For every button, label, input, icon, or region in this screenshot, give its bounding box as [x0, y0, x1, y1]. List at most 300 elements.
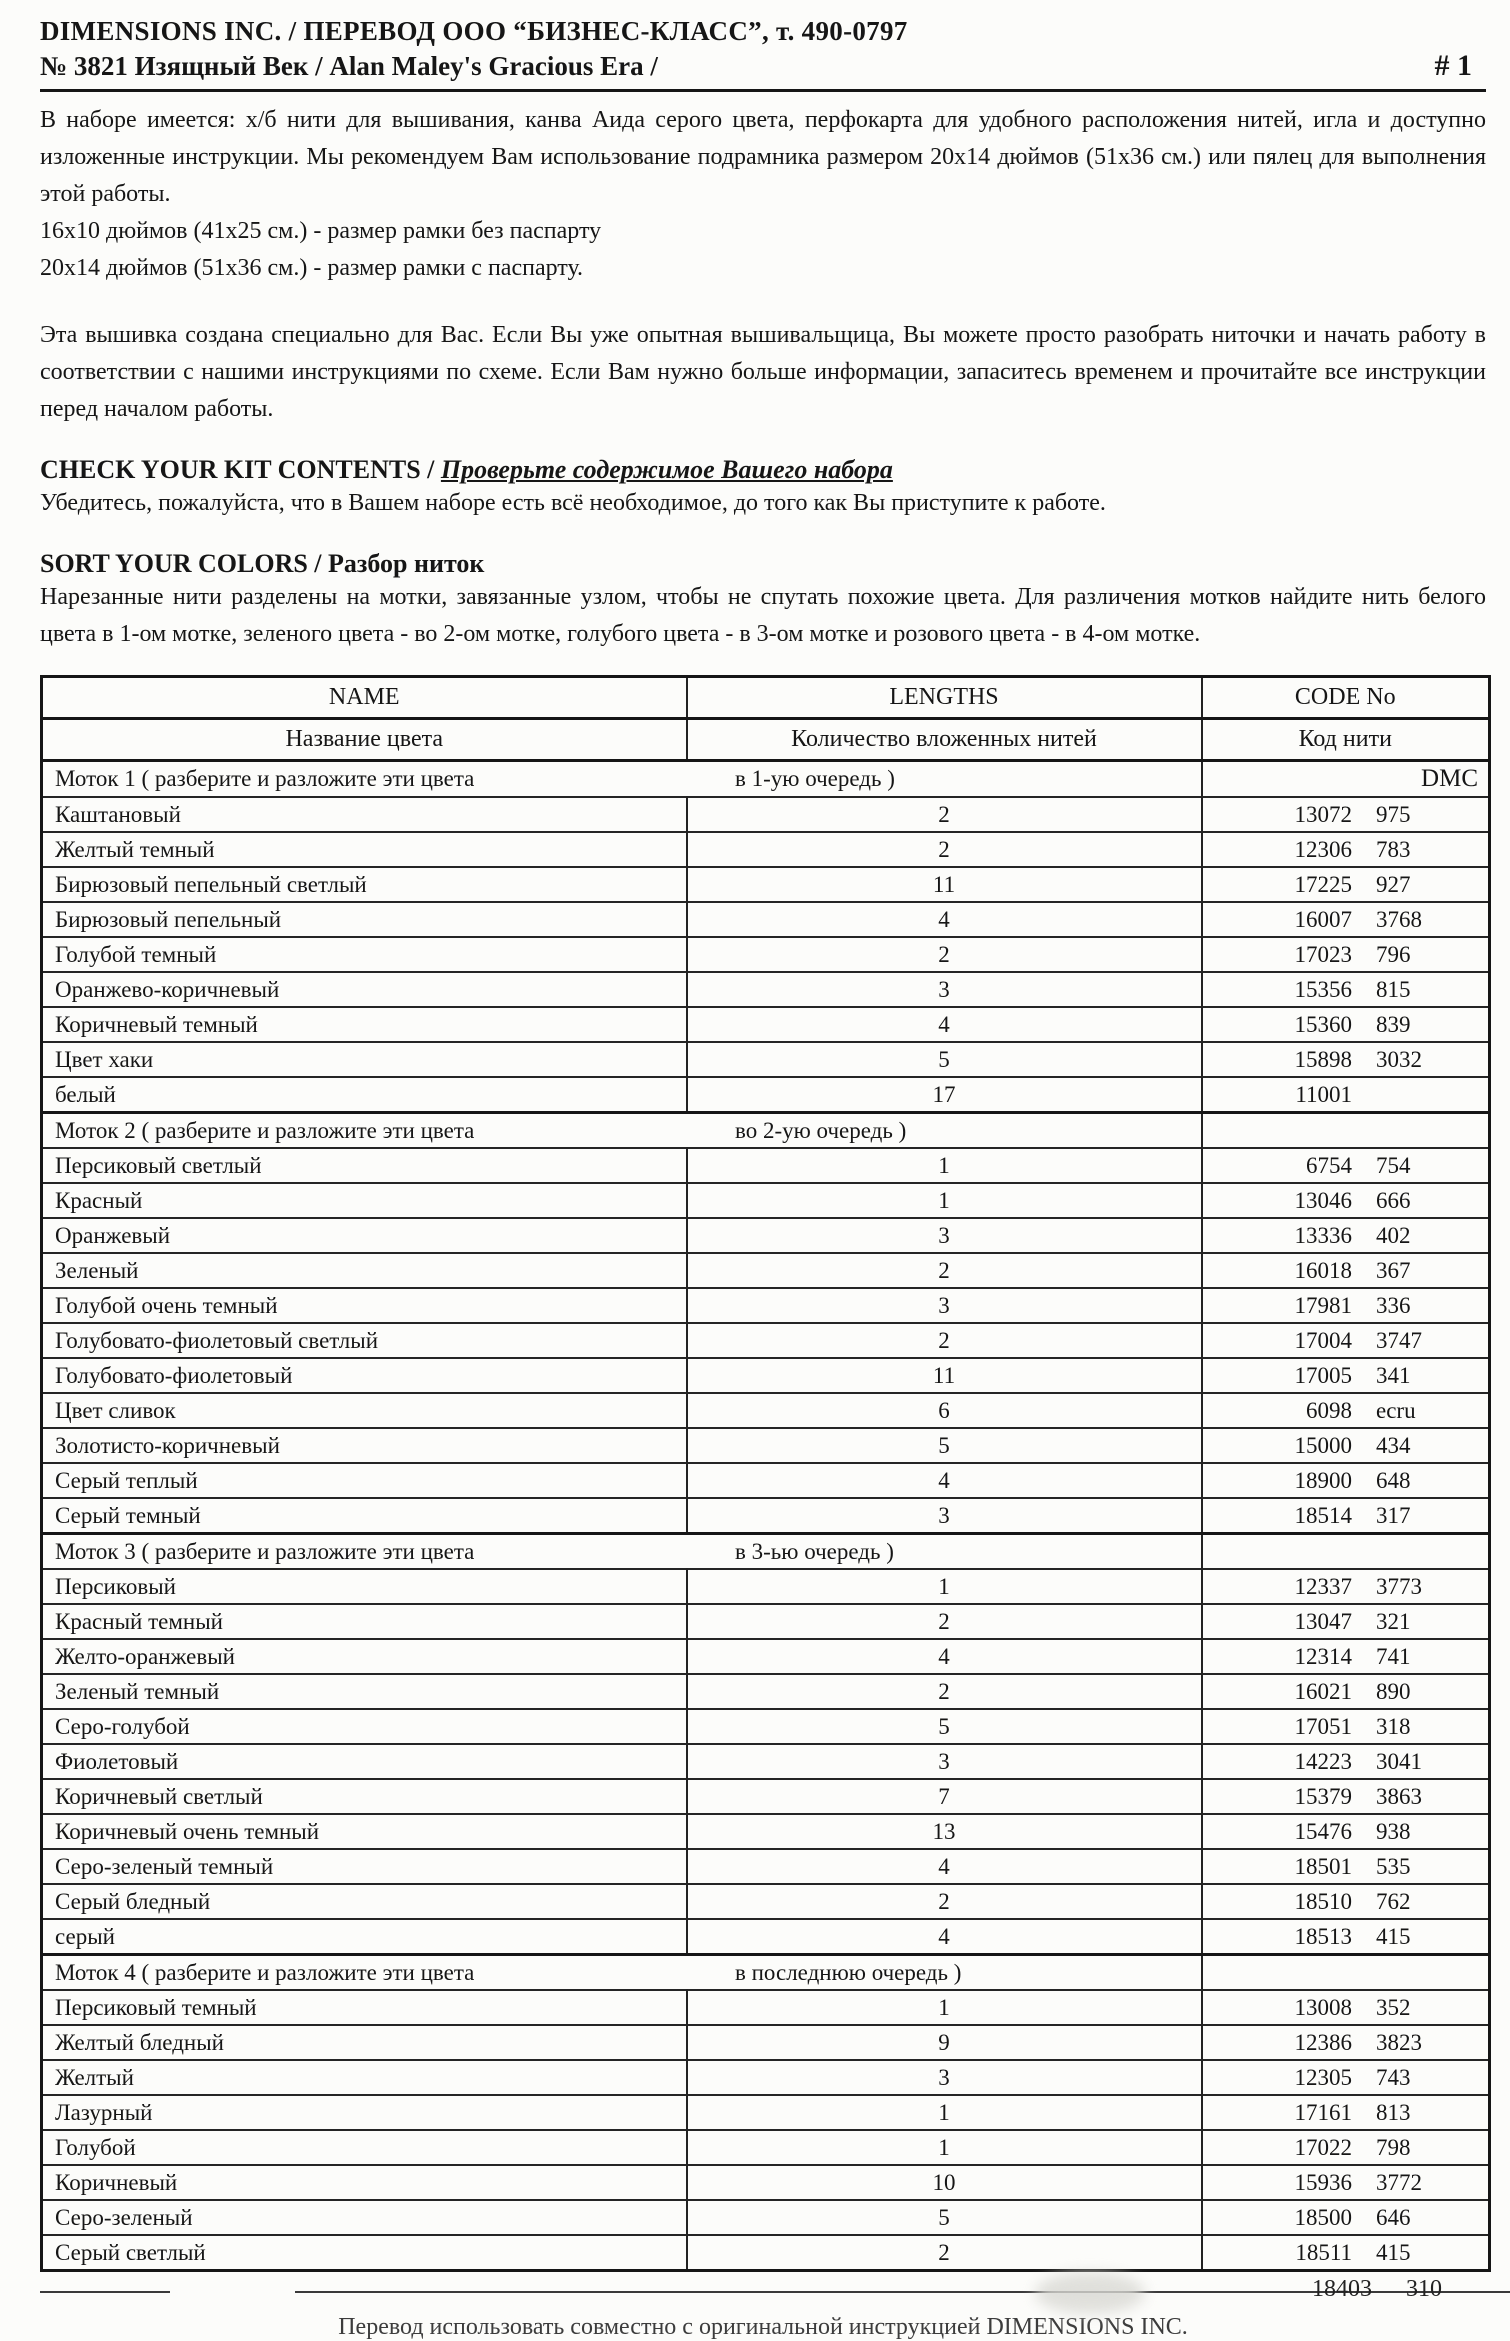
color-name: Желтый темный: [55, 836, 215, 862]
dmc-code: 666: [1376, 1187, 1411, 1213]
skein-section-cell: [42, 1955, 1202, 1991]
lengths-value: 1: [687, 1569, 1202, 1604]
dmc-code: 813: [1376, 2099, 1411, 2125]
code-pair: [1207, 1854, 1485, 1880]
kit-code: 16007: [1294, 906, 1352, 932]
code-cell: [1202, 1077, 1490, 1113]
lengths-value: 1: [687, 2095, 1202, 2130]
code-pair: [1207, 1574, 1485, 1600]
code-cell: [1202, 1709, 1490, 1744]
table-row: [42, 1218, 1490, 1253]
code-pair: [1207, 1995, 1485, 2021]
sort-colors-heading: [40, 548, 1486, 579]
table-row: [42, 1709, 1490, 1744]
code-pair: [1207, 977, 1485, 1003]
dmc-code: 321: [1376, 1608, 1411, 1634]
code-cell: [1202, 2060, 1490, 2095]
colors-table-body: [42, 761, 1490, 2271]
dmc-code: 318: [1376, 1713, 1411, 1739]
skein-section-cell: [42, 1113, 1202, 1149]
table-row: [42, 1779, 1490, 1814]
skein-section-cell: [42, 761, 1202, 798]
code-cell: [1202, 2200, 1490, 2235]
kit-code: 15000: [1294, 1432, 1352, 1458]
kit-code: 15360: [1294, 1011, 1352, 1037]
code-pair: [1207, 1784, 1485, 1810]
lengths-value: 2: [687, 797, 1202, 832]
sort-colors-paragraph: Нарезанные нити разделены на мотки, завязанные узлом, чтобы не спутать похожие цвета. Для различения мотков найдите нить белого цвета в 1-ом мотке, зеленого цвета - во 2-ом мотке, голубого цвета - в 3-ом мотке и розового цвета - в 4-ом мотке.: [40, 584, 1486, 647]
kit-code: 15898: [1294, 1046, 1352, 1072]
table-row: [42, 1358, 1490, 1393]
colors-table-head: [42, 677, 1490, 761]
extra-code-values: [1312, 2276, 1442, 2303]
code-cell: [1202, 1884, 1490, 1919]
lengths-value: 7: [687, 1779, 1202, 1814]
kit-code: 15356: [1294, 976, 1352, 1002]
dmc-code: 317: [1376, 1502, 1411, 1528]
table-row: [42, 2130, 1490, 2165]
table-row: [42, 1042, 1490, 1077]
document-header: [40, 14, 1486, 92]
table-row: [42, 1498, 1490, 1534]
color-name: Оранжевый: [55, 1222, 171, 1248]
code-cell: [1202, 2235, 1490, 2271]
kit-code: 16021: [1294, 1678, 1352, 1704]
code-cell: [1202, 1428, 1490, 1463]
dmc-code: 938: [1376, 1818, 1411, 1844]
code-pair: [1207, 837, 1485, 863]
code-cell: [1202, 867, 1490, 902]
lengths-value: 3: [687, 2060, 1202, 2095]
lengths-value: 10: [687, 2165, 1202, 2200]
dmc-code: 3747: [1376, 1327, 1422, 1353]
lengths-value: 3: [687, 1744, 1202, 1779]
table-row: [42, 1393, 1490, 1428]
kit-code: 18900: [1294, 1467, 1352, 1493]
kit-code: 6098: [1306, 1397, 1352, 1423]
table-row: [42, 1007, 1490, 1042]
dmc-code: 648: [1376, 1467, 1411, 1493]
color-name: Голубовато-фиолетовый: [55, 1362, 293, 1388]
table-row: [42, 2095, 1490, 2130]
code-cell: [1202, 1919, 1490, 1955]
skein-section-cell: [42, 1534, 1202, 1570]
code-pair: [1207, 942, 1485, 968]
lengths-value: 3: [687, 1498, 1202, 1534]
color-name: Персиковый темный: [55, 1994, 257, 2020]
dmc-code: 535: [1376, 1853, 1411, 1879]
dmc-code: [1376, 1082, 1484, 1108]
kit-code: 17225: [1294, 871, 1352, 897]
table-row: [42, 2165, 1490, 2200]
dmc-code: 646: [1376, 2204, 1411, 2230]
sort-colors-heading-en: SORT YOUR COLORS /: [40, 549, 322, 578]
code-cell: [1202, 1604, 1490, 1639]
skein-section-row: [42, 1534, 1490, 1570]
color-name: Цвет хаки: [55, 1046, 154, 1072]
color-name: Серый светлый: [55, 2239, 206, 2265]
kit-code: 13008: [1294, 1994, 1352, 2020]
kit-code: 15379: [1294, 1783, 1352, 1809]
table-row: [42, 797, 1490, 832]
check-kit-heading-ru: Проверьте содержимое Вашего набора: [440, 455, 893, 484]
color-name: Желтый: [55, 2064, 134, 2090]
skein-section-row: [42, 1113, 1490, 1149]
table-row: [42, 1253, 1490, 1288]
dmc-code: 927: [1376, 871, 1411, 897]
color-name: Серо-зеленый: [55, 2204, 193, 2230]
lengths-value: 4: [687, 1849, 1202, 1884]
table-row: [42, 1183, 1490, 1218]
kit-code: 12305: [1294, 2064, 1352, 2090]
colors-table: [40, 675, 1491, 2272]
dmc-code: 743: [1376, 2064, 1411, 2090]
code-pair: [1207, 2170, 1485, 2196]
col-header-lengths: LENGTHS: [687, 677, 1202, 719]
table-row: [42, 1744, 1490, 1779]
code-pair: [1207, 1503, 1485, 1529]
dmc-code: 3041: [1376, 1748, 1422, 1774]
extra-kit-code: 18403: [1312, 2276, 1372, 2302]
lengths-value: 4: [687, 902, 1202, 937]
dmc-code: 341: [1376, 1362, 1411, 1388]
dmc-code: 415: [1376, 1923, 1411, 1949]
color-name: Персиковый: [55, 1573, 176, 1599]
color-name: Серо-зеленый темный: [55, 1853, 274, 1879]
dmc-code: 3032: [1376, 1046, 1422, 1072]
lengths-value: 4: [687, 1463, 1202, 1498]
extra-dmc-code: 310: [1406, 2276, 1442, 2302]
dmc-code: 434: [1376, 1432, 1411, 1458]
lengths-value: 5: [687, 2200, 1202, 2235]
color-name: Бирюзовый пепельный светлый: [55, 871, 367, 897]
code-pair: [1207, 2205, 1485, 2231]
code-cell: [1202, 1253, 1490, 1288]
lengths-value: 11: [687, 1358, 1202, 1393]
col-header-name-ru: Название цвета: [42, 719, 687, 761]
lengths-value: 9: [687, 2025, 1202, 2060]
code-pair: [1207, 2135, 1485, 2161]
table-row: [42, 1849, 1490, 1884]
table-row: [42, 1604, 1490, 1639]
check-kit-heading: [40, 454, 1486, 485]
color-name: Зеленый темный: [55, 1678, 220, 1704]
table-row: [42, 1463, 1490, 1498]
code-cell: [1202, 1990, 1490, 2025]
code-cell: [1202, 2165, 1490, 2200]
kit-code: 13046: [1294, 1187, 1352, 1213]
code-pair: [1207, 1468, 1485, 1494]
lengths-value: 4: [687, 1639, 1202, 1674]
skein-queue-label: в последнюю очередь ): [735, 1959, 962, 1985]
color-name: Коричневый очень темный: [55, 1818, 320, 1844]
skein-queue-label: во 2-ую очередь ): [735, 1117, 907, 1143]
lengths-value: 4: [687, 1007, 1202, 1042]
kit-code: 15476: [1294, 1818, 1352, 1844]
code-pair: [1207, 1047, 1485, 1073]
kit-contents-paragraph: В наборе имеется: х/б нити для вышивания, канва Аида серого цвета, перфокарта для удобного расположения нитей, игла и доступно изложенные инструкции. Мы рекомендуем Вам использование подрамника размером 20х14 дюймов (51х36 см.) или пялец для выполнения этой работы.: [40, 107, 1486, 207]
kit-code: 17023: [1294, 941, 1352, 967]
kit-code: 13336: [1294, 1222, 1352, 1248]
kit-code: 17022: [1294, 2134, 1352, 2160]
code-cell: [1202, 1814, 1490, 1849]
code-cell: [1202, 1323, 1490, 1358]
kit-code: 6754: [1306, 1152, 1352, 1178]
kit-code: 17051: [1294, 1713, 1352, 1739]
code-pair: [1207, 1644, 1485, 1670]
kit-code: 18514: [1294, 1502, 1352, 1528]
kit-code: 13072: [1294, 801, 1352, 827]
code-cell: [1202, 1218, 1490, 1253]
color-name: белый: [55, 1081, 116, 1107]
code-pair: [1207, 1363, 1485, 1389]
color-name: Цвет сливок: [55, 1397, 176, 1423]
code-cell: [1202, 902, 1490, 937]
code-cell: [1202, 1744, 1490, 1779]
kit-code: 17005: [1294, 1362, 1352, 1388]
table-row: [42, 1569, 1490, 1604]
code-cell: [1202, 1042, 1490, 1077]
lengths-value: 2: [687, 1674, 1202, 1709]
code-pair: [1207, 1924, 1485, 1950]
code-pair: [1207, 1293, 1485, 1319]
color-name: Голубовато-фиолетовый светлый: [55, 1327, 378, 1353]
dmc-code: 796: [1376, 941, 1411, 967]
publisher-line: DIMENSIONS INC. / ПЕРЕВОД ООО “БИЗНЕС-КЛАСС”, т. 490-0797: [40, 16, 908, 46]
code-cell: [1202, 1779, 1490, 1814]
code-cell: [1202, 1569, 1490, 1604]
code-cell: [1202, 2130, 1490, 2165]
code-cell: [1202, 1288, 1490, 1323]
dmc-code: 352: [1376, 1994, 1411, 2020]
dmc-code: 890: [1376, 1678, 1411, 1704]
code-cell: [1202, 1463, 1490, 1498]
table-row: [42, 2025, 1490, 2060]
table-row: [42, 2235, 1490, 2271]
lengths-value: 11: [687, 867, 1202, 902]
code-pair: [1207, 2240, 1485, 2266]
code-pair: [1207, 1012, 1485, 1038]
dmc-column-label: [1202, 1113, 1490, 1149]
code-cell: [1202, 1849, 1490, 1884]
color-name: серый: [55, 1923, 115, 1949]
dmc-column-label: DMC: [1202, 761, 1490, 798]
code-cell: [1202, 1007, 1490, 1042]
code-pair: [1207, 1889, 1485, 1915]
kit-code: 14223: [1294, 1748, 1352, 1774]
color-name: Красный: [55, 1187, 143, 1213]
code-pair: [1207, 2100, 1485, 2126]
color-name: Коричневый: [55, 2169, 178, 2195]
scan-artifact: [1035, 2272, 1145, 2314]
color-name: Коричневый светлый: [55, 1783, 263, 1809]
kit-code: 15936: [1294, 2169, 1352, 2195]
dmc-code: 3772: [1376, 2169, 1422, 2195]
lengths-value: 13: [687, 1814, 1202, 1849]
table-row: [42, 1814, 1490, 1849]
table-row: [42, 1323, 1490, 1358]
lengths-value: 17: [687, 1077, 1202, 1113]
skein-section-label: Моток 2 ( разберите и разложите эти цвета: [55, 1117, 475, 1143]
check-kit-heading-en: CHECK YOUR KIT CONTENTS /: [40, 455, 435, 484]
code-cell: [1202, 937, 1490, 972]
code-pair: [1207, 872, 1485, 898]
dmc-code: 3823: [1376, 2029, 1422, 2055]
kit-code: 17981: [1294, 1292, 1352, 1318]
code-pair: [1207, 907, 1485, 933]
frame-size-without-mat: 16х10 дюймов (41х25 см.) - размер рамки без паспарту: [40, 218, 602, 244]
code-pair: [1207, 1153, 1485, 1179]
dmc-code: 762: [1376, 1888, 1411, 1914]
code-pair: [1207, 1433, 1485, 1459]
code-pair: [1207, 1609, 1485, 1635]
table-row: [42, 972, 1490, 1007]
color-name: Золотисто-коричневый: [55, 1432, 280, 1458]
kit-code: 18500: [1294, 2204, 1352, 2230]
dmc-code: 367: [1376, 1257, 1411, 1283]
lengths-value: 2: [687, 2235, 1202, 2271]
code-pair: [1207, 1714, 1485, 1740]
frame-size-with-mat: 20х14 дюймов (51х36 см.) - размер рамки с паспарту.: [40, 255, 584, 281]
table-row: [42, 832, 1490, 867]
kit-code: 13047: [1294, 1608, 1352, 1634]
color-name: Фиолетовый: [55, 1748, 179, 1774]
table-row: [42, 1428, 1490, 1463]
code-pair: [1207, 1223, 1485, 1249]
dmc-code: 783: [1376, 836, 1411, 862]
color-name: Серо-голубой: [55, 1713, 190, 1739]
color-name: Лазурный: [55, 2099, 153, 2125]
code-cell: [1202, 2095, 1490, 2130]
lengths-value: 2: [687, 1253, 1202, 1288]
col-header-code-ru: Код нити: [1202, 719, 1490, 761]
kit-code: 12314: [1294, 1643, 1352, 1669]
table-row: [42, 937, 1490, 972]
lengths-value: 3: [687, 1288, 1202, 1323]
color-name: Оранжево-коричневый: [55, 976, 280, 1002]
color-name: Голубой очень темный: [55, 1292, 278, 1318]
skein-section-label: Моток 1 ( разберите и разложите эти цвета: [55, 766, 475, 791]
skein-section-row: [42, 761, 1490, 798]
lengths-value: 6: [687, 1393, 1202, 1428]
lengths-value: 1: [687, 2130, 1202, 2165]
kit-code: 18510: [1294, 1888, 1352, 1914]
code-pair: [1207, 1398, 1485, 1424]
code-pair: [1207, 1328, 1485, 1354]
color-name: Желто-оранжевый: [55, 1643, 235, 1669]
code-cell: [1202, 972, 1490, 1007]
table-row: [42, 902, 1490, 937]
color-name: Голубой: [55, 2134, 136, 2160]
table-row: [42, 2060, 1490, 2095]
lengths-value: 4: [687, 1919, 1202, 1955]
sort-colors-heading-ru: Разбор ниток: [328, 549, 485, 578]
color-name: Желтый бледный: [55, 2029, 224, 2055]
lengths-value: 3: [687, 1218, 1202, 1253]
color-name: Голубой темный: [55, 941, 217, 967]
dmc-code: 336: [1376, 1292, 1411, 1318]
kit-code: 12386: [1294, 2029, 1352, 2055]
dmc-column-label: [1202, 1955, 1490, 1991]
title-row: [40, 48, 1486, 84]
color-name: Серый бледный: [55, 1888, 211, 1914]
lengths-value: 2: [687, 1323, 1202, 1358]
lengths-value: 2: [687, 1884, 1202, 1919]
kit-code: 18501: [1294, 1853, 1352, 1879]
skein-section-row: [42, 1955, 1490, 1991]
check-kit-paragraph: Убедитесь, пожалуйста, что в Вашем наборе есть всё необходимое, до того как Вы приступите к работе.: [40, 490, 1106, 516]
code-cell: [1202, 1183, 1490, 1218]
table-header-ru: [42, 719, 1490, 761]
code-pair: [1207, 2030, 1485, 2056]
skein-section-label: Моток 4 ( разберите и разложите эти цвета: [55, 1959, 475, 1985]
dmc-code: 839: [1376, 1011, 1411, 1037]
lengths-value: 5: [687, 1042, 1202, 1077]
lengths-value: 2: [687, 832, 1202, 867]
code-cell: [1202, 1148, 1490, 1183]
dmc-code: 815: [1376, 976, 1411, 1002]
col-header-code: CODE No: [1202, 677, 1490, 719]
experienced-stitcher-paragraph: Эта вышивка создана специально для Вас. Если Вы уже опытная вышивальщица, Вы можете просто разобрать ниточки и начать работу в соответствии с нашими инструкциями по схеме. Если Вам нужно больше информации, запаситесь временем и прочитайте все инструкции перед началом работы.: [40, 322, 1486, 422]
lengths-value: 1: [687, 1148, 1202, 1183]
table-row: [42, 1148, 1490, 1183]
code-pair: [1207, 1188, 1485, 1214]
table-row: [42, 1077, 1490, 1113]
table-row: [42, 1288, 1490, 1323]
code-cell: [1202, 1498, 1490, 1534]
col-header-lengths-ru: Количество вложенных нитей: [687, 719, 1202, 761]
kit-code: 12337: [1294, 1573, 1352, 1599]
table-row: [42, 1990, 1490, 2025]
code-pair: [1207, 1749, 1485, 1775]
color-name: Каштановый: [55, 801, 181, 827]
code-cell: [1202, 797, 1490, 832]
code-pair: [1207, 1258, 1485, 1284]
dmc-code: 415: [1376, 2239, 1411, 2265]
dmc-code: 3768: [1376, 906, 1422, 932]
dmc-code: 3773: [1376, 1573, 1422, 1599]
code-cell: [1202, 832, 1490, 867]
lengths-value: 2: [687, 1604, 1202, 1639]
code-pair: [1207, 1082, 1485, 1108]
code-cell: [1202, 2025, 1490, 2060]
table-row: [42, 1884, 1490, 1919]
code-cell: [1202, 1674, 1490, 1709]
dmc-code: 402: [1376, 1222, 1411, 1248]
dmc-code: 754: [1376, 1152, 1411, 1178]
lengths-value: 3: [687, 972, 1202, 1007]
rule-segment: [40, 2291, 170, 2293]
kit-code: 12306: [1294, 836, 1352, 862]
dmc-code: 3863: [1376, 1783, 1422, 1809]
dmc-column-label: [1202, 1534, 1490, 1570]
table-row: [42, 867, 1490, 902]
page-number: # 1: [1434, 49, 1472, 82]
table-row: [42, 1639, 1490, 1674]
header-rule: [40, 89, 1486, 92]
skein-queue-label: в 3-ью очередь ): [735, 1538, 894, 1564]
lengths-value: 5: [687, 1428, 1202, 1463]
code-cell: [1202, 1358, 1490, 1393]
color-name: Серый теплый: [55, 1467, 198, 1493]
dmc-code: 975: [1376, 801, 1411, 827]
skein-section-label: Моток 3 ( разберите и разложите эти цвета: [55, 1538, 475, 1564]
kit-code: 11001: [1295, 1081, 1352, 1107]
kit-title: № 3821 Изящный Век / Alan Maley's Gracious Era /: [40, 51, 658, 81]
lengths-value: 2: [687, 937, 1202, 972]
color-name: Зеленый: [55, 1257, 139, 1283]
table-row: [42, 2200, 1490, 2235]
